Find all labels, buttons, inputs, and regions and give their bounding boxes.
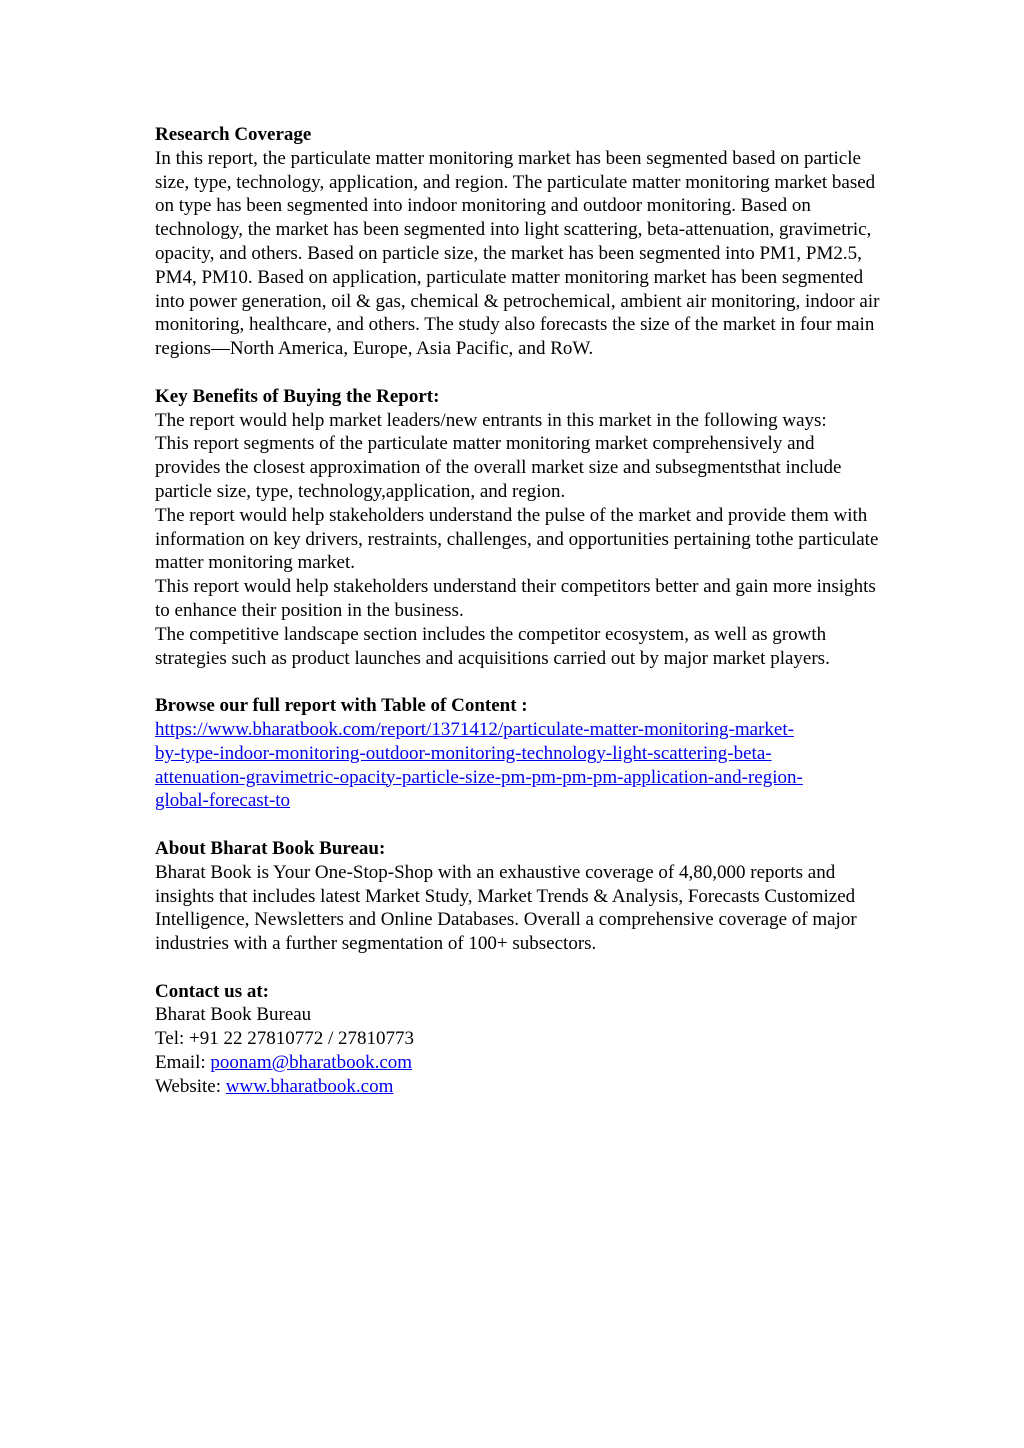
email-label: Email:	[155, 1052, 211, 1074]
report-link[interactable]	[155, 718, 880, 813]
website-link[interactable]: www.bharatbook.com	[225, 1075, 394, 1097]
browse-report-heading: Browse our full report with Table of Content :	[155, 695, 528, 717]
section-gap	[155, 670, 880, 694]
contact-section	[155, 980, 880, 1099]
about-body: Bharat Book is Your One-Stop-Shop with an exhaustive coverage of 4,80,000 reports and insights that includes latest Market Study, Market Trends & Analysis, Forecasts Customized Intelligence, Newsletters and Online Databases. Overall a comprehensive coverage of major industries with a further segmentation of 100+ subsectors.	[155, 861, 857, 955]
document-page	[155, 123, 880, 1099]
benefits-paragraph: The report would help stakeholders understand the pulse of the market and provide them with information on key drivers, restraints, challenges, and opportunities pertaining tothe particulate matter monitoring market.	[155, 504, 879, 574]
website-line	[155, 1075, 880, 1099]
research-coverage-body: In this report, the particulate matter monitoring market has been segmented based on particle size, type, technology, application, and region. The particulate matter monitoring market based on type has been segmented into indoor monitoring and outdoor monitoring. Based on technology, the market has been segmented into light scattering, beta-attenuation, gravimetric, opacity, and others. Based on particle size, the market has been segmented into PM1, PM2.5, PM4, PM10. Based on application, particulate matter monitoring market has been segmented into power generation, oil & gas, chemical & petrochemical, ambient air monitoring, indoor air monitoring, healthcare, and others. The study also forecasts the size of the market in four main regions—North America, Europe, Asia Pacific, and RoW.	[155, 147, 880, 360]
about-section	[155, 837, 880, 956]
email-link[interactable]: poonam@bharatbook.com	[210, 1052, 413, 1074]
report-link-line: global-forecast-to	[155, 790, 291, 812]
benefits-paragraph: This report would help stakeholders understand their competitors better and gain more insights to enhance their position in the business.	[155, 576, 876, 621]
email-line	[155, 1051, 880, 1075]
about-heading: About Bharat Book Bureau:	[155, 837, 386, 859]
browse-report-section	[155, 694, 880, 813]
research-coverage-heading: Research Coverage	[155, 124, 312, 145]
research-coverage-section	[155, 123, 880, 361]
key-benefits-section	[155, 385, 880, 671]
benefits-paragraph: The report would help market leaders/new entrants in this market in the following ways:	[155, 409, 827, 431]
contact-heading: Contact us at:	[155, 980, 269, 1002]
telephone: Tel: +91 22 27810772 / 27810773	[155, 1028, 415, 1050]
website-label: Website:	[155, 1075, 226, 1097]
section-gap	[155, 956, 880, 980]
report-link-line: https://www.bharatbook.com/report/1371412/particulate-matter-monitoring-market-	[155, 718, 794, 740]
company-name: Bharat Book Bureau	[155, 1004, 312, 1026]
benefits-paragraph: The competitive landscape section includes the competitor ecosystem, as well as growth strategies such as product launches and acquisitions carried out by major market players.	[155, 623, 830, 669]
report-link-line: attenuation-gravimetric-opacity-particle-size-pm-pm-pm-pm-application-and-region-	[155, 766, 803, 788]
report-link-line: by-type-indoor-monitoring-outdoor-monitoring-technology-light-scattering-beta-	[155, 742, 772, 764]
section-gap	[155, 361, 880, 385]
key-benefits-heading: Key Benefits of Buying the Report:	[155, 385, 440, 407]
section-gap	[155, 813, 880, 837]
benefits-paragraph: This report segments of the particulate matter monitoring market comprehensively and provides the closest approximation of the overall market size and subsegmentsthat include particle size, type, technology,application, and region.	[155, 433, 842, 502]
